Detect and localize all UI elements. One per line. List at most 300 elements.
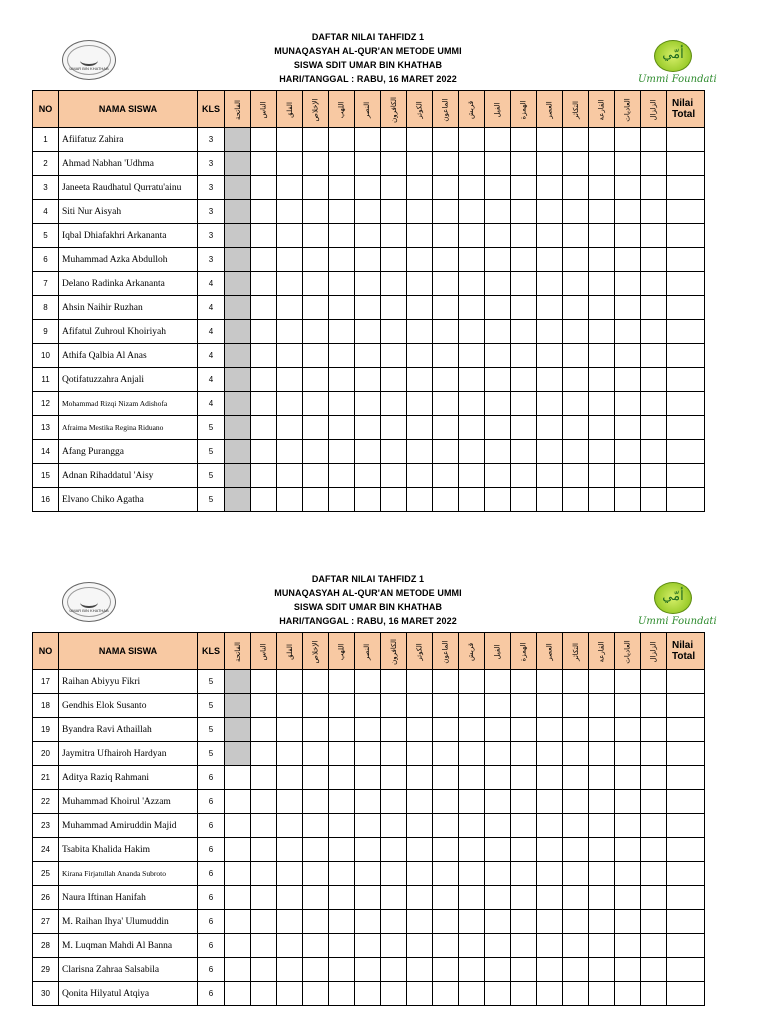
score-cell[interactable] <box>407 718 433 742</box>
score-cell[interactable] <box>433 862 459 886</box>
score-cell[interactable] <box>355 910 381 934</box>
score-cell[interactable] <box>563 488 589 512</box>
score-cell[interactable] <box>537 320 563 344</box>
score-cell[interactable] <box>563 296 589 320</box>
score-cell[interactable] <box>563 910 589 934</box>
score-cell[interactable] <box>537 862 563 886</box>
score-cell[interactable] <box>303 910 329 934</box>
score-cell[interactable] <box>355 344 381 368</box>
score-cell[interactable] <box>303 392 329 416</box>
score-cell[interactable] <box>381 886 407 910</box>
score-cell[interactable] <box>485 248 511 272</box>
score-cell[interactable] <box>433 224 459 248</box>
score-cell[interactable] <box>433 152 459 176</box>
score-cell[interactable] <box>355 440 381 464</box>
score-cell[interactable] <box>251 344 277 368</box>
score-cell[interactable] <box>277 320 303 344</box>
score-cell[interactable] <box>589 392 615 416</box>
score-cell[interactable] <box>511 440 537 464</box>
score-cell[interactable] <box>225 440 251 464</box>
score-cell[interactable] <box>485 718 511 742</box>
score-cell[interactable] <box>433 670 459 694</box>
score-cell[interactable] <box>225 392 251 416</box>
score-cell[interactable] <box>537 838 563 862</box>
score-cell[interactable] <box>589 934 615 958</box>
score-cell[interactable] <box>459 718 485 742</box>
score-cell[interactable] <box>511 392 537 416</box>
score-cell[interactable] <box>433 814 459 838</box>
score-cell[interactable] <box>615 152 641 176</box>
score-cell[interactable] <box>485 982 511 1006</box>
score-cell[interactable] <box>355 296 381 320</box>
score-cell[interactable] <box>251 440 277 464</box>
score-cell[interactable] <box>615 464 641 488</box>
score-cell[interactable] <box>511 766 537 790</box>
score-cell[interactable] <box>407 790 433 814</box>
score-cell[interactable] <box>459 128 485 152</box>
score-cell[interactable] <box>277 368 303 392</box>
score-cell[interactable] <box>615 958 641 982</box>
score-cell[interactable] <box>537 248 563 272</box>
score-cell[interactable] <box>225 958 251 982</box>
score-cell[interactable] <box>251 368 277 392</box>
score-cell[interactable] <box>329 838 355 862</box>
score-cell[interactable] <box>303 320 329 344</box>
score-cell[interactable] <box>485 440 511 464</box>
score-cell[interactable] <box>537 694 563 718</box>
total-cell[interactable] <box>667 416 705 440</box>
score-cell[interactable] <box>381 694 407 718</box>
score-cell[interactable] <box>563 742 589 766</box>
score-cell[interactable] <box>355 670 381 694</box>
score-cell[interactable] <box>485 344 511 368</box>
score-cell[interactable] <box>615 296 641 320</box>
score-cell[interactable] <box>511 718 537 742</box>
score-cell[interactable] <box>615 694 641 718</box>
score-cell[interactable] <box>277 814 303 838</box>
score-cell[interactable] <box>251 464 277 488</box>
score-cell[interactable] <box>407 886 433 910</box>
score-cell[interactable] <box>563 320 589 344</box>
score-cell[interactable] <box>407 910 433 934</box>
score-cell[interactable] <box>355 958 381 982</box>
score-cell[interactable] <box>225 670 251 694</box>
score-cell[interactable] <box>563 392 589 416</box>
score-cell[interactable] <box>615 224 641 248</box>
score-cell[interactable] <box>277 176 303 200</box>
total-cell[interactable] <box>667 464 705 488</box>
score-cell[interactable] <box>355 224 381 248</box>
score-cell[interactable] <box>485 152 511 176</box>
score-cell[interactable] <box>589 176 615 200</box>
score-cell[interactable] <box>641 392 667 416</box>
score-cell[interactable] <box>303 488 329 512</box>
score-cell[interactable] <box>407 320 433 344</box>
total-cell[interactable] <box>667 320 705 344</box>
score-cell[interactable] <box>329 670 355 694</box>
score-cell[interactable] <box>355 862 381 886</box>
score-cell[interactable] <box>355 488 381 512</box>
score-cell[interactable] <box>381 200 407 224</box>
score-cell[interactable] <box>537 718 563 742</box>
score-cell[interactable] <box>303 814 329 838</box>
score-cell[interactable] <box>511 248 537 272</box>
score-cell[interactable] <box>251 790 277 814</box>
score-cell[interactable] <box>329 296 355 320</box>
score-cell[interactable] <box>589 224 615 248</box>
score-cell[interactable] <box>511 742 537 766</box>
score-cell[interactable] <box>277 862 303 886</box>
score-cell[interactable] <box>277 128 303 152</box>
score-cell[interactable] <box>407 296 433 320</box>
score-cell[interactable] <box>563 814 589 838</box>
score-cell[interactable] <box>251 886 277 910</box>
score-cell[interactable] <box>381 862 407 886</box>
score-cell[interactable] <box>407 176 433 200</box>
score-cell[interactable] <box>225 152 251 176</box>
score-cell[interactable] <box>563 248 589 272</box>
score-cell[interactable] <box>589 248 615 272</box>
score-cell[interactable] <box>459 934 485 958</box>
score-cell[interactable] <box>459 272 485 296</box>
score-cell[interactable] <box>381 670 407 694</box>
score-cell[interactable] <box>407 838 433 862</box>
score-cell[interactable] <box>251 392 277 416</box>
score-cell[interactable] <box>407 248 433 272</box>
score-cell[interactable] <box>355 814 381 838</box>
score-cell[interactable] <box>433 838 459 862</box>
score-cell[interactable] <box>329 368 355 392</box>
score-cell[interactable] <box>641 910 667 934</box>
score-cell[interactable] <box>303 862 329 886</box>
score-cell[interactable] <box>563 464 589 488</box>
score-cell[interactable] <box>251 838 277 862</box>
score-cell[interactable] <box>225 248 251 272</box>
score-cell[interactable] <box>407 670 433 694</box>
score-cell[interactable] <box>563 982 589 1006</box>
score-cell[interactable] <box>251 272 277 296</box>
score-cell[interactable] <box>407 464 433 488</box>
score-cell[interactable] <box>511 200 537 224</box>
score-cell[interactable] <box>433 694 459 718</box>
score-cell[interactable] <box>563 440 589 464</box>
score-cell[interactable] <box>485 862 511 886</box>
score-cell[interactable] <box>615 886 641 910</box>
score-cell[interactable] <box>641 862 667 886</box>
score-cell[interactable] <box>277 670 303 694</box>
score-cell[interactable] <box>485 368 511 392</box>
score-cell[interactable] <box>615 488 641 512</box>
score-cell[interactable] <box>511 464 537 488</box>
score-cell[interactable] <box>251 176 277 200</box>
score-cell[interactable] <box>303 224 329 248</box>
score-cell[interactable] <box>641 766 667 790</box>
score-cell[interactable] <box>303 982 329 1006</box>
total-cell[interactable] <box>667 248 705 272</box>
score-cell[interactable] <box>511 176 537 200</box>
score-cell[interactable] <box>277 742 303 766</box>
score-cell[interactable] <box>225 790 251 814</box>
score-cell[interactable] <box>303 464 329 488</box>
score-cell[interactable] <box>615 368 641 392</box>
score-cell[interactable] <box>511 344 537 368</box>
score-cell[interactable] <box>641 200 667 224</box>
score-cell[interactable] <box>329 320 355 344</box>
score-cell[interactable] <box>381 718 407 742</box>
score-cell[interactable] <box>459 440 485 464</box>
score-cell[interactable] <box>563 862 589 886</box>
score-cell[interactable] <box>563 886 589 910</box>
score-cell[interactable] <box>225 176 251 200</box>
score-cell[interactable] <box>563 670 589 694</box>
score-cell[interactable] <box>537 224 563 248</box>
score-cell[interactable] <box>251 742 277 766</box>
score-cell[interactable] <box>537 670 563 694</box>
score-cell[interactable] <box>615 670 641 694</box>
score-cell[interactable] <box>459 838 485 862</box>
score-cell[interactable] <box>303 272 329 296</box>
score-cell[interactable] <box>511 910 537 934</box>
score-cell[interactable] <box>615 766 641 790</box>
score-cell[interactable] <box>407 392 433 416</box>
score-cell[interactable] <box>511 790 537 814</box>
score-cell[interactable] <box>641 958 667 982</box>
score-cell[interactable] <box>303 368 329 392</box>
score-cell[interactable] <box>355 838 381 862</box>
score-cell[interactable] <box>407 934 433 958</box>
score-cell[interactable] <box>225 200 251 224</box>
score-cell[interactable] <box>355 320 381 344</box>
score-cell[interactable] <box>433 488 459 512</box>
score-cell[interactable] <box>589 200 615 224</box>
score-cell[interactable] <box>433 790 459 814</box>
score-cell[interactable] <box>563 368 589 392</box>
score-cell[interactable] <box>407 694 433 718</box>
score-cell[interactable] <box>329 416 355 440</box>
score-cell[interactable] <box>459 416 485 440</box>
score-cell[interactable] <box>641 934 667 958</box>
score-cell[interactable] <box>381 296 407 320</box>
score-cell[interactable] <box>485 464 511 488</box>
score-cell[interactable] <box>511 958 537 982</box>
total-cell[interactable] <box>667 200 705 224</box>
total-cell[interactable] <box>667 488 705 512</box>
score-cell[interactable] <box>251 766 277 790</box>
score-cell[interactable] <box>511 128 537 152</box>
score-cell[interactable] <box>615 934 641 958</box>
score-cell[interactable] <box>459 176 485 200</box>
score-cell[interactable] <box>459 910 485 934</box>
score-cell[interactable] <box>537 344 563 368</box>
score-cell[interactable] <box>329 176 355 200</box>
score-cell[interactable] <box>225 910 251 934</box>
score-cell[interactable] <box>433 272 459 296</box>
score-cell[interactable] <box>277 440 303 464</box>
score-cell[interactable] <box>225 128 251 152</box>
score-cell[interactable] <box>329 982 355 1006</box>
score-cell[interactable] <box>381 464 407 488</box>
score-cell[interactable] <box>459 886 485 910</box>
score-cell[interactable] <box>615 128 641 152</box>
score-cell[interactable] <box>459 790 485 814</box>
score-cell[interactable] <box>251 982 277 1006</box>
score-cell[interactable] <box>589 344 615 368</box>
score-cell[interactable] <box>589 886 615 910</box>
score-cell[interactable] <box>225 224 251 248</box>
score-cell[interactable] <box>329 152 355 176</box>
score-cell[interactable] <box>251 224 277 248</box>
total-cell[interactable] <box>667 838 705 862</box>
score-cell[interactable] <box>615 392 641 416</box>
score-cell[interactable] <box>407 152 433 176</box>
score-cell[interactable] <box>485 838 511 862</box>
score-cell[interactable] <box>459 224 485 248</box>
score-cell[interactable] <box>641 272 667 296</box>
score-cell[interactable] <box>537 152 563 176</box>
score-cell[interactable] <box>303 200 329 224</box>
score-cell[interactable] <box>511 886 537 910</box>
score-cell[interactable] <box>329 718 355 742</box>
score-cell[interactable] <box>459 392 485 416</box>
total-cell[interactable] <box>667 128 705 152</box>
score-cell[interactable] <box>329 910 355 934</box>
score-cell[interactable] <box>537 392 563 416</box>
score-cell[interactable] <box>589 296 615 320</box>
score-cell[interactable] <box>459 862 485 886</box>
score-cell[interactable] <box>485 670 511 694</box>
score-cell[interactable] <box>459 670 485 694</box>
score-cell[interactable] <box>433 128 459 152</box>
score-cell[interactable] <box>407 368 433 392</box>
score-cell[interactable] <box>303 790 329 814</box>
score-cell[interactable] <box>329 862 355 886</box>
score-cell[interactable] <box>277 272 303 296</box>
score-cell[interactable] <box>303 838 329 862</box>
score-cell[interactable] <box>641 488 667 512</box>
score-cell[interactable] <box>329 224 355 248</box>
score-cell[interactable] <box>641 790 667 814</box>
score-cell[interactable] <box>459 982 485 1006</box>
score-cell[interactable] <box>407 440 433 464</box>
score-cell[interactable] <box>277 958 303 982</box>
total-cell[interactable] <box>667 224 705 248</box>
score-cell[interactable] <box>537 488 563 512</box>
score-cell[interactable] <box>277 886 303 910</box>
score-cell[interactable] <box>407 958 433 982</box>
score-cell[interactable] <box>303 176 329 200</box>
score-cell[interactable] <box>459 200 485 224</box>
score-cell[interactable] <box>589 488 615 512</box>
score-cell[interactable] <box>459 742 485 766</box>
score-cell[interactable] <box>641 886 667 910</box>
score-cell[interactable] <box>277 344 303 368</box>
score-cell[interactable] <box>589 152 615 176</box>
score-cell[interactable] <box>433 958 459 982</box>
score-cell[interactable] <box>303 296 329 320</box>
score-cell[interactable] <box>303 344 329 368</box>
score-cell[interactable] <box>355 766 381 790</box>
score-cell[interactable] <box>407 814 433 838</box>
score-cell[interactable] <box>407 862 433 886</box>
score-cell[interactable] <box>589 368 615 392</box>
score-cell[interactable] <box>537 958 563 982</box>
score-cell[interactable] <box>563 416 589 440</box>
score-cell[interactable] <box>563 694 589 718</box>
score-cell[interactable] <box>641 224 667 248</box>
score-cell[interactable] <box>459 152 485 176</box>
score-cell[interactable] <box>407 224 433 248</box>
score-cell[interactable] <box>589 128 615 152</box>
score-cell[interactable] <box>563 838 589 862</box>
score-cell[interactable] <box>251 416 277 440</box>
score-cell[interactable] <box>485 320 511 344</box>
score-cell[interactable] <box>329 128 355 152</box>
total-cell[interactable] <box>667 934 705 958</box>
score-cell[interactable] <box>433 248 459 272</box>
score-cell[interactable] <box>485 742 511 766</box>
score-cell[interactable] <box>459 958 485 982</box>
score-cell[interactable] <box>407 766 433 790</box>
score-cell[interactable] <box>433 886 459 910</box>
score-cell[interactable] <box>329 742 355 766</box>
score-cell[interactable] <box>615 344 641 368</box>
score-cell[interactable] <box>589 790 615 814</box>
score-cell[interactable] <box>355 886 381 910</box>
score-cell[interactable] <box>589 814 615 838</box>
score-cell[interactable] <box>511 416 537 440</box>
score-cell[interactable] <box>615 248 641 272</box>
score-cell[interactable] <box>381 224 407 248</box>
score-cell[interactable] <box>589 766 615 790</box>
score-cell[interactable] <box>381 272 407 296</box>
score-cell[interactable] <box>537 176 563 200</box>
score-cell[interactable] <box>407 128 433 152</box>
score-cell[interactable] <box>563 718 589 742</box>
score-cell[interactable] <box>277 910 303 934</box>
score-cell[interactable] <box>589 910 615 934</box>
score-cell[interactable] <box>641 742 667 766</box>
score-cell[interactable] <box>277 766 303 790</box>
total-cell[interactable] <box>667 886 705 910</box>
score-cell[interactable] <box>615 320 641 344</box>
score-cell[interactable] <box>433 320 459 344</box>
score-cell[interactable] <box>251 200 277 224</box>
score-cell[interactable] <box>459 464 485 488</box>
score-cell[interactable] <box>251 248 277 272</box>
total-cell[interactable] <box>667 766 705 790</box>
score-cell[interactable] <box>511 814 537 838</box>
score-cell[interactable] <box>511 488 537 512</box>
score-cell[interactable] <box>641 152 667 176</box>
score-cell[interactable] <box>381 934 407 958</box>
score-cell[interactable] <box>329 392 355 416</box>
score-cell[interactable] <box>641 718 667 742</box>
score-cell[interactable] <box>641 176 667 200</box>
total-cell[interactable] <box>667 814 705 838</box>
score-cell[interactable] <box>641 464 667 488</box>
score-cell[interactable] <box>589 958 615 982</box>
score-cell[interactable] <box>303 766 329 790</box>
score-cell[interactable] <box>303 416 329 440</box>
score-cell[interactable] <box>355 392 381 416</box>
score-cell[interactable] <box>615 440 641 464</box>
score-cell[interactable] <box>485 224 511 248</box>
score-cell[interactable] <box>407 200 433 224</box>
score-cell[interactable] <box>329 440 355 464</box>
score-cell[interactable] <box>355 248 381 272</box>
score-cell[interactable] <box>433 766 459 790</box>
score-cell[interactable] <box>303 152 329 176</box>
